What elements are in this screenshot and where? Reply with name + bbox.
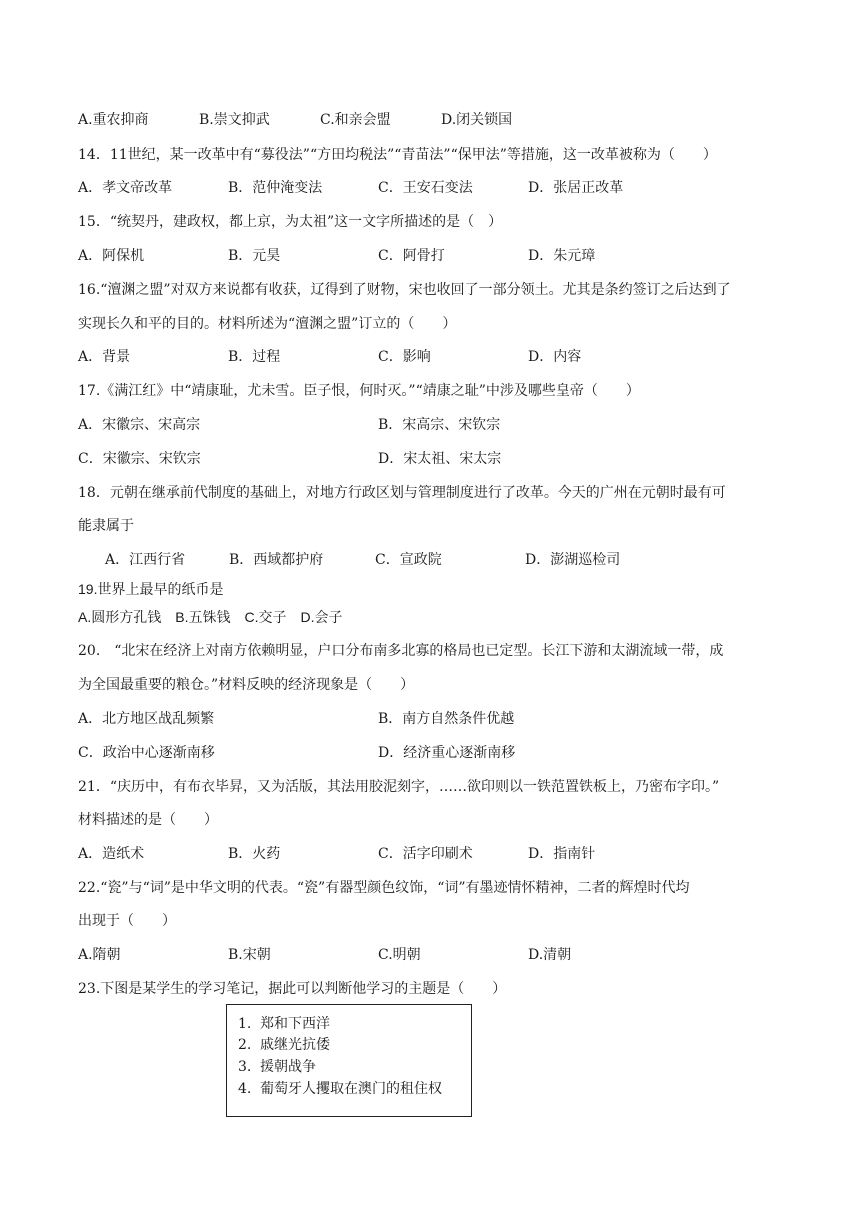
note-item: [238, 1080, 442, 1098]
q17-stem: 17.《满江红》中“靖康耻，尤未雪。臣子恨，何时灭。”“靖康之耻”中涉及哪些皇帝（ ）: [78, 383, 640, 399]
option-b[interactable]: B．过程: [228, 349, 281, 365]
q14-stem: 14．11世纪，某一改革中有“募役法”“方田均税法”“青苗法”“保甲法”等措施，这一改革被称为（ ）: [78, 147, 717, 163]
q21-stem-line2: 材料描述的是（ ）: [78, 812, 218, 828]
q15-stem: 15．“统契丹，建政权，都上京，为太祖”这一文字所描述的是（ ）: [78, 214, 503, 230]
note-text: 戚继光抗倭: [260, 1037, 330, 1053]
option-c[interactable]: C．阿骨打: [378, 248, 445, 264]
option-c[interactable]: C．活字印刷术: [378, 846, 473, 862]
option-d[interactable]: D．经济重心逐渐南移: [378, 745, 516, 761]
q16-stem-line2: 实现长久和平的目的。材料所述为“澶渊之盟”订立的（ ）: [78, 316, 457, 332]
option-d[interactable]: D．张居正改革: [528, 180, 624, 196]
note-number: 4.: [238, 1081, 252, 1097]
note-text: 郑和下西洋: [260, 1016, 330, 1032]
option-a[interactable]: A．孝文帝改革: [78, 180, 173, 196]
note-text: 葡萄牙人攫取在澳门的租住权: [260, 1081, 442, 1097]
q16-stem-line1: 16.“澶渊之盟”对双方来说都有收获，辽得到了财物，宋也收回了一部分领土。尤其是条约签订之后达到了: [78, 282, 731, 298]
option-b[interactable]: B．南方自然条件优越: [378, 711, 515, 727]
option-c[interactable]: C．王安石变法: [378, 180, 473, 196]
study-notes-box: [226, 1004, 472, 1117]
q18-stem-line1: 18．元朝在继承前代制度的基础上，对地方行政区划与管理制度进行了改革。今天的广州在元朝时最有可: [78, 485, 726, 501]
option-b[interactable]: B．火药: [228, 846, 281, 862]
option-d[interactable]: D．指南针: [528, 846, 596, 862]
option-a[interactable]: A．北方地区战乱频繁: [78, 711, 215, 727]
option-c[interactable]: C．宋徽宗、宋钦宗: [78, 451, 201, 467]
option-d[interactable]: D.清朝: [528, 947, 572, 963]
q22-stem-line2: 出现于（ ）: [78, 913, 176, 929]
note-item: [238, 1058, 316, 1076]
option-a[interactable]: A.隋朝: [78, 947, 121, 963]
note-number: 3.: [238, 1059, 252, 1075]
option-b[interactable]: B.崇文抑武: [199, 112, 270, 128]
note-number: 2.: [238, 1037, 252, 1053]
option-a[interactable]: A．背景: [78, 349, 131, 365]
option-b[interactable]: B．范仲淹变法: [228, 180, 323, 196]
option-c[interactable]: C.明朝: [378, 947, 421, 963]
option-c[interactable]: C．政治中心逐渐南移: [78, 745, 215, 761]
option-b[interactable]: B．元昊: [228, 248, 281, 264]
option-b[interactable]: B．西域都护府: [229, 552, 324, 568]
note-item: [238, 1036, 330, 1054]
option-c[interactable]: C.和亲会盟: [320, 112, 391, 128]
option-d[interactable]: D．澎湖巡检司: [525, 552, 621, 568]
option-d[interactable]: D．宋太祖、宋太宗: [378, 451, 502, 467]
option-a[interactable]: A．宋徽宗、宋高宗: [78, 417, 201, 433]
q22-stem-line1: 22.“瓷”与“词”是中华文明的代表。“瓷”有器型颜色纹饰，“词”有墨迹情怀精神，二者的辉煌时代均: [78, 880, 690, 896]
option-a[interactable]: A.重农抑商: [78, 112, 149, 128]
q19-options[interactable]: A.圆形方孔钱 B.五铢钱 C.交子 D.会子: [78, 609, 343, 625]
q20-stem-line1: 20. “北宋在经济上对南方依赖明显，户口分布南多北寡的格局也已定型。长江下游和太湖流域一带，成: [78, 643, 724, 659]
option-b[interactable]: B.宋朝: [228, 947, 271, 963]
note-text: 援朝战争: [260, 1059, 316, 1075]
option-c[interactable]: C．影响: [378, 349, 431, 365]
q23-stem: 23.下图是某学生的学习笔记，据此可以判断他学习的主题是（ ）: [78, 981, 507, 997]
note-item: [238, 1015, 330, 1033]
q19-stem: 19.世界上最早的纸币是: [78, 581, 224, 597]
option-a[interactable]: A．造纸术: [78, 846, 145, 862]
option-d[interactable]: D.闭关锁国: [441, 112, 513, 128]
option-a[interactable]: A．阿保机: [78, 248, 145, 264]
note-number: 1.: [238, 1016, 252, 1032]
option-c[interactable]: C．宣政院: [375, 552, 442, 568]
option-d[interactable]: D．内容: [528, 349, 582, 365]
q18-stem-line2: 能隶属于: [78, 518, 134, 534]
q20-stem-line2: 为全国最重要的粮仓。”材料反映的经济现象是（ ）: [78, 677, 415, 693]
option-d[interactable]: D．朱元璋: [528, 248, 596, 264]
option-a[interactable]: A．江西行省: [105, 552, 186, 568]
q21-stem-line1: 21．“庆历中，有布衣毕昇，又为活版，其法用胶泥刻字，……欲印则以一铁范置铁板上，乃密布字印。”: [78, 779, 720, 795]
option-b[interactable]: B．宋高宗、宋钦宗: [378, 417, 501, 433]
